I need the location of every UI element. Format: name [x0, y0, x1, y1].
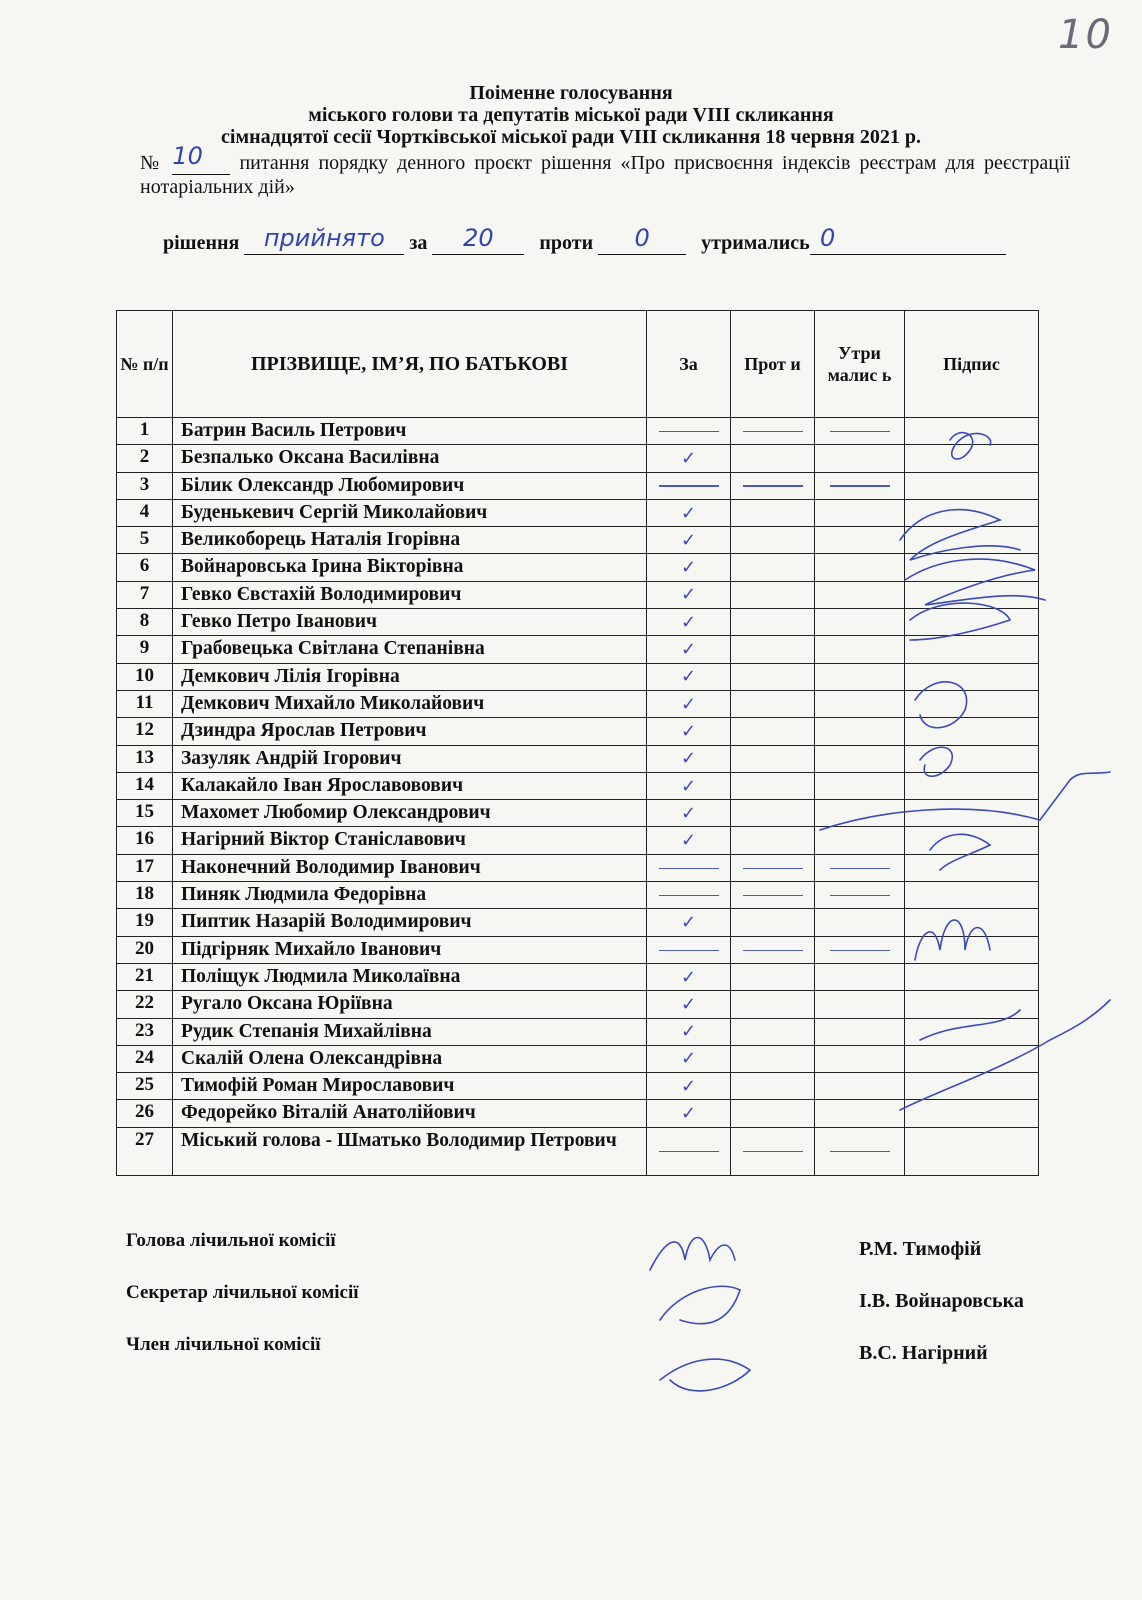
col-header-for: За	[647, 311, 731, 418]
absent-dash-line	[659, 950, 719, 952]
vote-abstain-cell	[815, 690, 905, 717]
signature-cell	[905, 991, 1039, 1018]
signature-cell	[905, 499, 1039, 526]
vote-abstain-cell	[815, 1127, 905, 1175]
vote-against-cell	[731, 800, 815, 827]
table-row	[117, 745, 1039, 772]
against-value: 0	[634, 224, 650, 252]
vote-abstain-cell	[815, 527, 905, 554]
header-session: сімнадцятої сесії Чортківської міської ради VIII скликання 18 червня 2021 р.	[221, 126, 921, 148]
deputy-name: Великоборець Наталія Ігорівна	[173, 527, 647, 554]
vote-abstain-cell	[815, 581, 905, 608]
table-row	[117, 1127, 1039, 1175]
table-row	[117, 1100, 1039, 1127]
for-value: 20	[463, 224, 494, 252]
vote-for-cell	[647, 963, 731, 990]
row-number: 26	[117, 1100, 173, 1127]
vote-against-cell	[731, 1018, 815, 1045]
vote-abstain-cell	[815, 827, 905, 854]
vote-for-cell	[647, 1018, 731, 1045]
vote-abstain-cell	[815, 963, 905, 990]
table-row	[117, 1018, 1039, 1045]
abstain-value: 0	[820, 224, 836, 252]
deputy-name: Ругало Оксана Юріївна	[173, 991, 647, 1018]
check-mark-icon: ✓	[680, 966, 697, 988]
table-row	[117, 827, 1039, 854]
vote-abstain-cell	[815, 609, 905, 636]
vote-against-cell	[731, 609, 815, 636]
vote-for-cell	[647, 800, 731, 827]
signature-cell	[905, 609, 1039, 636]
deputy-name: Поліщук Людмила Миколаївна	[173, 963, 647, 990]
signature-cell	[905, 745, 1039, 772]
document-header	[0, 82, 1142, 148]
vote-against-cell	[731, 690, 815, 717]
row-number: 20	[117, 936, 173, 963]
check-mark-icon: ✓	[680, 666, 697, 688]
vote-abstain-cell	[815, 854, 905, 881]
vote-for-cell	[647, 909, 731, 936]
deputy-name: Федорейко Віталій Анатолійович	[173, 1100, 647, 1127]
vote-against-cell	[731, 745, 815, 772]
signature-cell	[905, 1073, 1039, 1100]
abstain-label: утримались	[701, 232, 810, 254]
vote-for-cell	[647, 772, 731, 799]
table-row	[117, 909, 1039, 936]
row-number: 16	[117, 827, 173, 854]
signature-cell	[905, 827, 1039, 854]
decision-blank	[244, 224, 404, 255]
table-header-row	[117, 311, 1039, 418]
vote-for-cell	[647, 991, 731, 1018]
table-row	[117, 499, 1039, 526]
for-blank	[432, 224, 524, 255]
check-mark-icon: ✓	[680, 720, 697, 742]
vote-abstain-cell	[815, 1018, 905, 1045]
vote-abstain-cell	[815, 445, 905, 472]
signature-cell	[905, 636, 1039, 663]
vote-abstain-cell	[815, 636, 905, 663]
table-row	[117, 609, 1039, 636]
agenda-num-prefix: №	[140, 152, 164, 174]
deputy-name: Батрин Василь Петрович	[173, 418, 647, 445]
signature-cell	[905, 418, 1039, 445]
header-subtitle: міського голови та депутатів міської ради VIII скликання	[308, 104, 834, 126]
vote-abstain-cell	[815, 745, 905, 772]
deputy-name: Демкович Лілія Ігорівна	[173, 663, 647, 690]
signature-cell	[905, 445, 1039, 472]
vote-for-cell	[647, 554, 731, 581]
table-row	[117, 1045, 1039, 1072]
decision-label: рішення	[163, 232, 240, 254]
check-mark-icon: ✓	[680, 639, 697, 661]
col-header-num: № п/п	[117, 311, 173, 418]
row-number: 22	[117, 991, 173, 1018]
row-number: 10	[117, 663, 173, 690]
vote-against-cell	[731, 772, 815, 799]
vote-for-cell	[647, 499, 731, 526]
deputy-name: Демкович Михайло Миколайович	[173, 690, 647, 717]
vote-abstain-cell	[815, 772, 905, 799]
table-row	[117, 472, 1039, 499]
col-header-against: Прот и	[731, 311, 815, 418]
deputy-name: Войнаровська Ірина Вікторівна	[173, 554, 647, 581]
signature-cell	[905, 882, 1039, 909]
deputy-name: Грабовецька Світлана Степанівна	[173, 636, 647, 663]
row-number: 21	[117, 963, 173, 990]
vote-against-cell	[731, 882, 815, 909]
row-number: 19	[117, 909, 173, 936]
vote-for-cell	[647, 609, 731, 636]
check-mark-icon: ✓	[680, 1021, 697, 1043]
row-number: 8	[117, 609, 173, 636]
table-row	[117, 445, 1039, 472]
deputy-name: Дзиндра Ярослав Петрович	[173, 718, 647, 745]
deputy-name: Буденькевич Сергій Миколайович	[173, 499, 647, 526]
table-row	[117, 554, 1039, 581]
table-row	[117, 690, 1039, 717]
deputy-name: Гевко Петро Іванович	[173, 609, 647, 636]
decision-value: прийнято	[263, 224, 385, 252]
vote-abstain-cell	[815, 1073, 905, 1100]
vote-for-cell	[647, 745, 731, 772]
signature-cell	[905, 527, 1039, 554]
col-header-name: ПРІЗВИЩЕ, ІМ’Я, ПО БАТЬКОВІ	[173, 311, 647, 418]
signature-cell	[905, 854, 1039, 881]
table-row	[117, 718, 1039, 745]
vote-for-cell	[647, 472, 731, 499]
vote-against-cell	[731, 1127, 815, 1175]
signature-cell	[905, 663, 1039, 690]
vote-table	[116, 310, 1039, 1176]
header-title: Поіменне голосування	[469, 82, 673, 104]
vote-abstain-cell	[815, 1100, 905, 1127]
absent-dash-line	[659, 1151, 719, 1153]
vote-for-cell	[647, 1100, 731, 1127]
row-number: 24	[117, 1045, 173, 1072]
vote-abstain-cell	[815, 1045, 905, 1072]
secretary-name: І.В. Войнаровська	[859, 1290, 1024, 1312]
signature-cell	[905, 1100, 1039, 1127]
row-number: 4	[117, 499, 173, 526]
row-number: 14	[117, 772, 173, 799]
vote-against-cell	[731, 1100, 815, 1127]
vote-against-cell	[731, 554, 815, 581]
agenda-number: 10	[172, 142, 203, 170]
col-header-abstain: Утри малис ь	[815, 311, 905, 418]
check-mark-icon: ✓	[680, 1048, 697, 1070]
signature-cell	[905, 718, 1039, 745]
row-number: 6	[117, 554, 173, 581]
row-number: 25	[117, 1073, 173, 1100]
check-mark-icon: ✓	[680, 447, 697, 469]
deputy-name: Махомет Любомир Олександрович	[173, 800, 647, 827]
table-row	[117, 854, 1039, 881]
signature-cell	[905, 1018, 1039, 1045]
signature-cell	[905, 772, 1039, 799]
table-row	[117, 663, 1039, 690]
vote-abstain-cell	[815, 663, 905, 690]
deputy-name: Підгірняк Михайло Іванович	[173, 936, 647, 963]
check-mark-icon: ✓	[680, 748, 697, 770]
vote-against-cell	[731, 718, 815, 745]
against-label: проти	[539, 232, 594, 254]
vote-abstain-cell	[815, 800, 905, 827]
vote-against-cell	[731, 581, 815, 608]
deputy-name: Пиняк Людмила Федорівна	[173, 882, 647, 909]
absent-dash-line	[743, 1151, 803, 1153]
deputy-name: Гевко Євстахій Володимирович	[173, 581, 647, 608]
commission-secretary-row	[126, 1282, 1026, 1312]
row-number: 27	[117, 1127, 173, 1175]
check-mark-icon: ✓	[680, 502, 697, 524]
vote-for-cell	[647, 581, 731, 608]
vote-against-cell	[731, 445, 815, 472]
secretary-role: Секретар лічильної комісії	[126, 1282, 359, 1303]
page-number: 10	[1058, 12, 1113, 58]
absent-dash-line	[830, 431, 890, 433]
vote-for-cell	[647, 1045, 731, 1072]
check-mark-icon: ✓	[680, 1075, 697, 1097]
signature-cell	[905, 472, 1039, 499]
vote-against-cell	[731, 963, 815, 990]
table-row	[117, 772, 1039, 799]
row-number: 13	[117, 745, 173, 772]
vote-for-cell	[647, 527, 731, 554]
vote-against-cell	[731, 936, 815, 963]
vote-for-cell	[647, 827, 731, 854]
vote-against-cell	[731, 499, 815, 526]
vote-against-cell	[731, 827, 815, 854]
signature-cell	[905, 909, 1039, 936]
vote-for-cell	[647, 1127, 731, 1175]
deputy-name: Скалій Олена Олександрівна	[173, 1045, 647, 1072]
check-mark-icon: ✓	[680, 911, 697, 933]
agenda-number-blank	[172, 142, 230, 175]
absent-dash-line	[659, 895, 719, 897]
vote-for-cell	[647, 854, 731, 881]
signature-cell	[905, 690, 1039, 717]
row-number: 2	[117, 445, 173, 472]
check-mark-icon: ✓	[680, 993, 697, 1015]
check-mark-icon: ✓	[680, 611, 697, 633]
deputy-name: Калакайло Іван Ярославовович	[173, 772, 647, 799]
table-row	[117, 882, 1039, 909]
check-mark-icon: ✓	[680, 529, 697, 551]
vote-for-cell	[647, 663, 731, 690]
row-number: 1	[117, 418, 173, 445]
row-number: 3	[117, 472, 173, 499]
absent-dash-line	[659, 868, 719, 870]
absent-dash-line	[743, 950, 803, 952]
check-mark-icon: ✓	[680, 775, 697, 797]
absent-dash-line	[659, 485, 719, 487]
vote-against-cell	[731, 636, 815, 663]
vote-against-cell	[731, 418, 815, 445]
signature-cell	[905, 936, 1039, 963]
vote-for-cell	[647, 936, 731, 963]
vote-against-cell	[731, 527, 815, 554]
deputy-name: Тимофій Роман Мирославович	[173, 1073, 647, 1100]
table-row	[117, 636, 1039, 663]
abstain-blank	[810, 224, 1006, 255]
chair-role: Голова лічильної комісії	[126, 1230, 336, 1251]
row-number: 12	[117, 718, 173, 745]
table-row	[117, 991, 1039, 1018]
row-number: 9	[117, 636, 173, 663]
row-number: 18	[117, 882, 173, 909]
absent-dash-line	[659, 431, 719, 433]
commission-chair-row	[126, 1230, 1026, 1260]
signature-cell	[905, 963, 1039, 990]
check-mark-icon: ✓	[680, 693, 697, 715]
deputy-name: Пиптик Назарій Володимирович	[173, 909, 647, 936]
deputy-name: Рудик Степанія Михайлівна	[173, 1018, 647, 1045]
check-mark-icon: ✓	[680, 584, 697, 606]
vote-abstain-cell	[815, 991, 905, 1018]
row-number: 5	[117, 527, 173, 554]
member-role: Член лічильної комісії	[126, 1334, 321, 1355]
col-header-signature: Підпис	[905, 311, 1039, 418]
deputy-name: Зазуляк Андрій Ігорович	[173, 745, 647, 772]
chair-name: Р.М. Тимофій	[859, 1238, 982, 1260]
absent-dash-line	[743, 868, 803, 870]
table-row	[117, 800, 1039, 827]
signature-cell	[905, 1045, 1039, 1072]
check-mark-icon: ✓	[680, 557, 697, 579]
vote-abstain-cell	[815, 499, 905, 526]
agenda-text: питання порядку денного проєкт рішення «Про присвоєння індексів реєстрам для реєстрації нотаріальних дій»	[140, 152, 1071, 198]
vote-against-cell	[731, 909, 815, 936]
row-number: 7	[117, 581, 173, 608]
check-mark-icon: ✓	[680, 1103, 697, 1125]
table-row	[117, 963, 1039, 990]
table-row	[117, 581, 1039, 608]
vote-for-cell	[647, 690, 731, 717]
commission-member-row	[126, 1334, 1026, 1364]
member-name: В.С. Нагірний	[859, 1342, 988, 1364]
vote-for-cell	[647, 718, 731, 745]
vote-abstain-cell	[815, 936, 905, 963]
deputy-name: Наконечний Володимир Іванович	[173, 854, 647, 881]
vote-against-cell	[731, 854, 815, 881]
absent-dash-line	[743, 895, 803, 897]
vote-abstain-cell	[815, 882, 905, 909]
vote-against-cell	[731, 663, 815, 690]
vote-abstain-cell	[815, 554, 905, 581]
vote-for-cell	[647, 1073, 731, 1100]
vote-against-cell	[731, 1073, 815, 1100]
check-mark-icon: ✓	[680, 830, 697, 852]
against-blank	[598, 224, 686, 255]
table-row	[117, 527, 1039, 554]
absent-dash-line	[830, 950, 890, 952]
absent-dash-line	[830, 868, 890, 870]
row-number: 11	[117, 690, 173, 717]
signature-cell	[905, 800, 1039, 827]
row-number: 17	[117, 854, 173, 881]
deputy-name: Білик Олександр Любомирович	[173, 472, 647, 499]
check-mark-icon: ✓	[680, 802, 697, 824]
vote-against-cell	[731, 1045, 815, 1072]
vote-against-cell	[731, 991, 815, 1018]
absent-dash-line	[830, 485, 890, 487]
signature-cell	[905, 581, 1039, 608]
table-row	[117, 1073, 1039, 1100]
decision-line	[163, 224, 1006, 255]
table-row	[117, 418, 1039, 445]
vote-abstain-cell	[815, 472, 905, 499]
table-row	[117, 936, 1039, 963]
vote-abstain-cell	[815, 718, 905, 745]
vote-for-cell	[647, 445, 731, 472]
vote-for-cell	[647, 882, 731, 909]
deputy-name: Безпалько Оксана Василівна	[173, 445, 647, 472]
vote-abstain-cell	[815, 418, 905, 445]
vote-abstain-cell	[815, 909, 905, 936]
absent-dash-line	[743, 431, 803, 433]
deputy-name: Міський голова - Шматько Володимир Петрович	[173, 1127, 647, 1175]
deputy-name: Нагірний Віктор Станіславович	[173, 827, 647, 854]
vote-for-cell	[647, 636, 731, 663]
row-number: 15	[117, 800, 173, 827]
vote-for-cell	[647, 418, 731, 445]
absent-dash-line	[743, 485, 803, 487]
absent-dash-line	[830, 895, 890, 897]
agenda-item	[140, 142, 1071, 199]
absent-dash-line	[830, 1151, 890, 1153]
for-label: за	[409, 232, 428, 254]
signature-cell	[905, 1127, 1039, 1175]
row-number: 23	[117, 1018, 173, 1045]
vote-against-cell	[731, 472, 815, 499]
signature-cell	[905, 554, 1039, 581]
